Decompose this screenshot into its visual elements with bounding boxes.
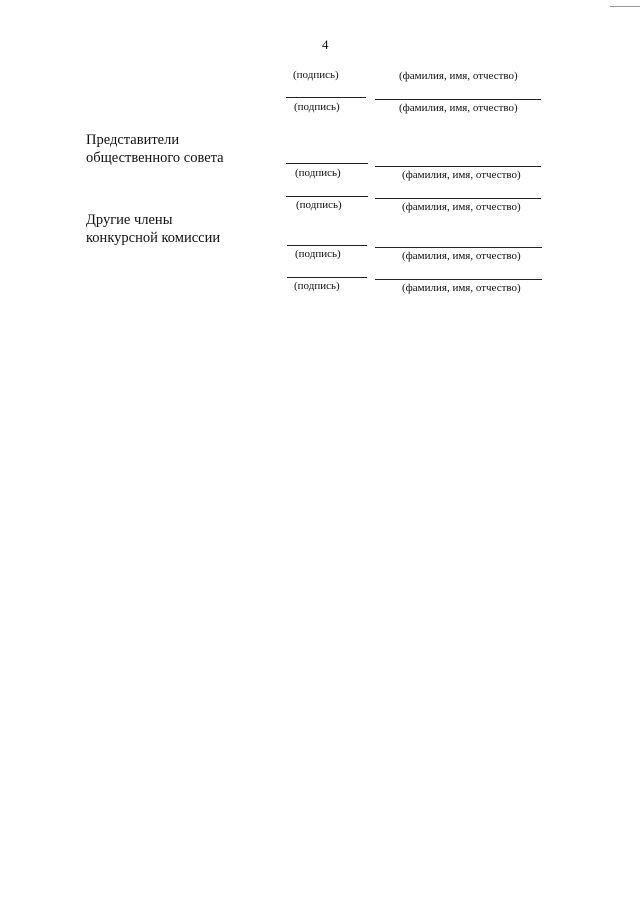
signature-caption: (подпись)	[294, 101, 340, 113]
signature-line	[286, 196, 368, 197]
signature-caption: (подпись)	[294, 280, 340, 292]
section-label-public-council	[86, 131, 224, 167]
full-name-caption: (фамилия, имя, отчество)	[399, 102, 518, 114]
full-name-line	[375, 166, 541, 167]
full-name-line	[375, 279, 542, 280]
full-name-line	[375, 99, 541, 100]
signature-caption: (подпись)	[295, 248, 341, 260]
full-name-line	[375, 198, 541, 199]
section-label-line: общественного совета	[86, 150, 224, 166]
page-number: 4	[322, 37, 329, 52]
section-label-other-members	[86, 211, 220, 247]
section-label-line: Представители	[86, 132, 180, 148]
signature-line	[286, 97, 366, 98]
signature-line	[287, 277, 367, 278]
full-name-caption: (фамилия, имя, отчество)	[402, 201, 521, 213]
full-name-caption: (фамилия, имя, отчество)	[399, 70, 518, 82]
full-name-caption: (фамилия, имя, отчество)	[402, 169, 521, 181]
full-name-caption: (фамилия, имя, отчество)	[402, 282, 521, 294]
section-label-line: Другие члены	[86, 212, 173, 228]
section-label-line: конкурсной комиссии	[86, 230, 221, 246]
signature-caption: (подпись)	[296, 199, 342, 211]
signature-caption: (подпись)	[295, 167, 341, 179]
signature-line	[286, 163, 368, 164]
full-name-line	[375, 247, 542, 248]
full-name-caption: (фамилия, имя, отчество)	[402, 250, 521, 262]
scan-corner-mark	[610, 0, 640, 7]
signature-line	[287, 245, 367, 246]
signature-caption: (подпись)	[293, 69, 339, 81]
